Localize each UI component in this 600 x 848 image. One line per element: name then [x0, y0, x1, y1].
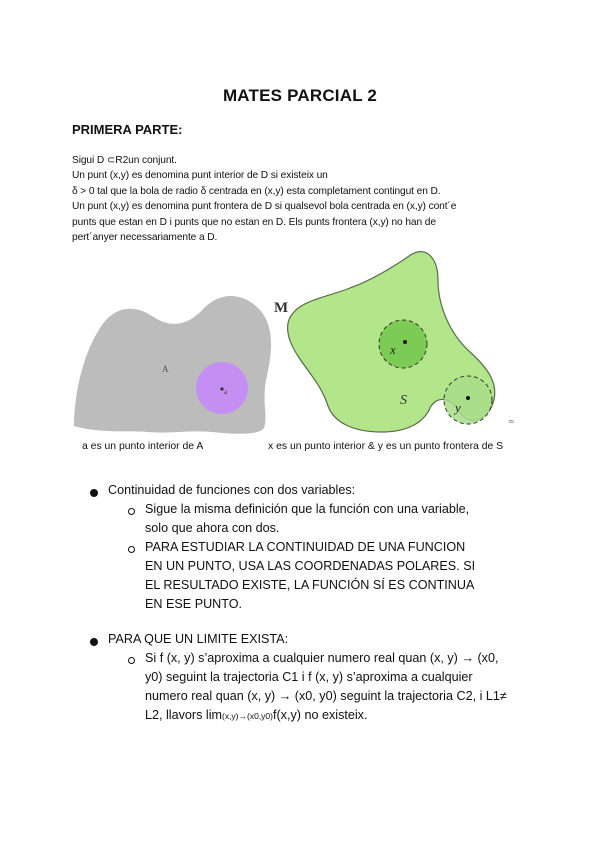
bullet-marker	[90, 489, 98, 497]
intro-line: δ > 0 tal que la bola de radio δ centrada en (x,y) esta completament contingut en D.	[72, 185, 441, 197]
sub-item-line: EN ESE PUNTO.	[145, 597, 243, 611]
label-y: y	[455, 400, 461, 415]
label-M: M	[274, 300, 289, 316]
intro-line: punts que estan en D i punts que no estan en D. Els punts frontera (x,y) no han de	[72, 216, 436, 228]
sub-item-line: y0) seguint la trajectoria C1 i f (x, y) s’aproxima a cualquier	[145, 670, 473, 684]
sub-item-line: PARA ESTUDIAR LA CONTINUIDAD DE UNA FUNCION	[145, 540, 466, 554]
sub-bullet-marker	[128, 546, 135, 553]
sub-item-line: numero real quan (x, y) → (x0, y0) seguint la trajectoria C2, i L1≠	[145, 689, 507, 703]
sub-item-line: Sigue la misma definición que la función con una variable,	[145, 502, 470, 516]
label-x: x	[390, 342, 396, 357]
sub-list-item	[145, 538, 525, 614]
label-A: A	[162, 364, 169, 374]
caption-left: a es un punto interior de A	[82, 441, 204, 452]
sub-item-line: EN UN PUNTO, USA LAS COORDENADAS POLARES. SI	[145, 559, 476, 573]
sub-item-line: Si f (x, y) s’aproxima a cualquier numero real quan (x, y) → (x0,	[145, 651, 499, 665]
intro-line: Un punt (x,y) es denomina punt frontera de D si qualsevol bola centrada en (x,y) cont´e	[72, 201, 457, 213]
corner-mark: ≈	[508, 417, 515, 426]
sub-bullet-marker	[128, 657, 135, 664]
sub-item-line: solo que ahora con dos.	[145, 521, 280, 535]
list-item: Continuidad de funciones con dos variables:	[108, 483, 356, 497]
sub-list-item	[145, 500, 525, 538]
label-S: S	[400, 393, 407, 408]
limit-text-start: L2, llavors lim	[145, 708, 222, 722]
label-a: a	[224, 388, 228, 396]
sub-item-line: EL RESULTADO EXISTE, LA FUNCIÓN SÍ ES CONTINUA	[145, 578, 475, 592]
limit-subscript: (x,y)→(x0,y0)	[221, 711, 273, 721]
sub-list-item	[145, 649, 525, 726]
limit-text-end: f(x,y) no existeix.	[272, 708, 368, 722]
section-heading: PRIMERA PARTE:	[72, 122, 183, 137]
intro-line: Sigui D ⊂R2un conjunt.	[72, 155, 177, 166]
bullet-marker	[90, 638, 98, 646]
intro-line: Un punt (x,y) es denomina punt interior de D si existeix un	[72, 170, 328, 182]
caption-right: x es un punto interior & y es un punto frontera de S	[268, 441, 504, 452]
intro-line: pert´anyer necessariamente a D.	[72, 232, 218, 244]
sub-item-line	[145, 706, 525, 726]
sub-bullet-marker	[128, 508, 135, 515]
page-title: MATES PARCIAL 2	[222, 86, 378, 105]
list-item: PARA QUE UN LIMITE EXISTA:	[108, 632, 289, 646]
